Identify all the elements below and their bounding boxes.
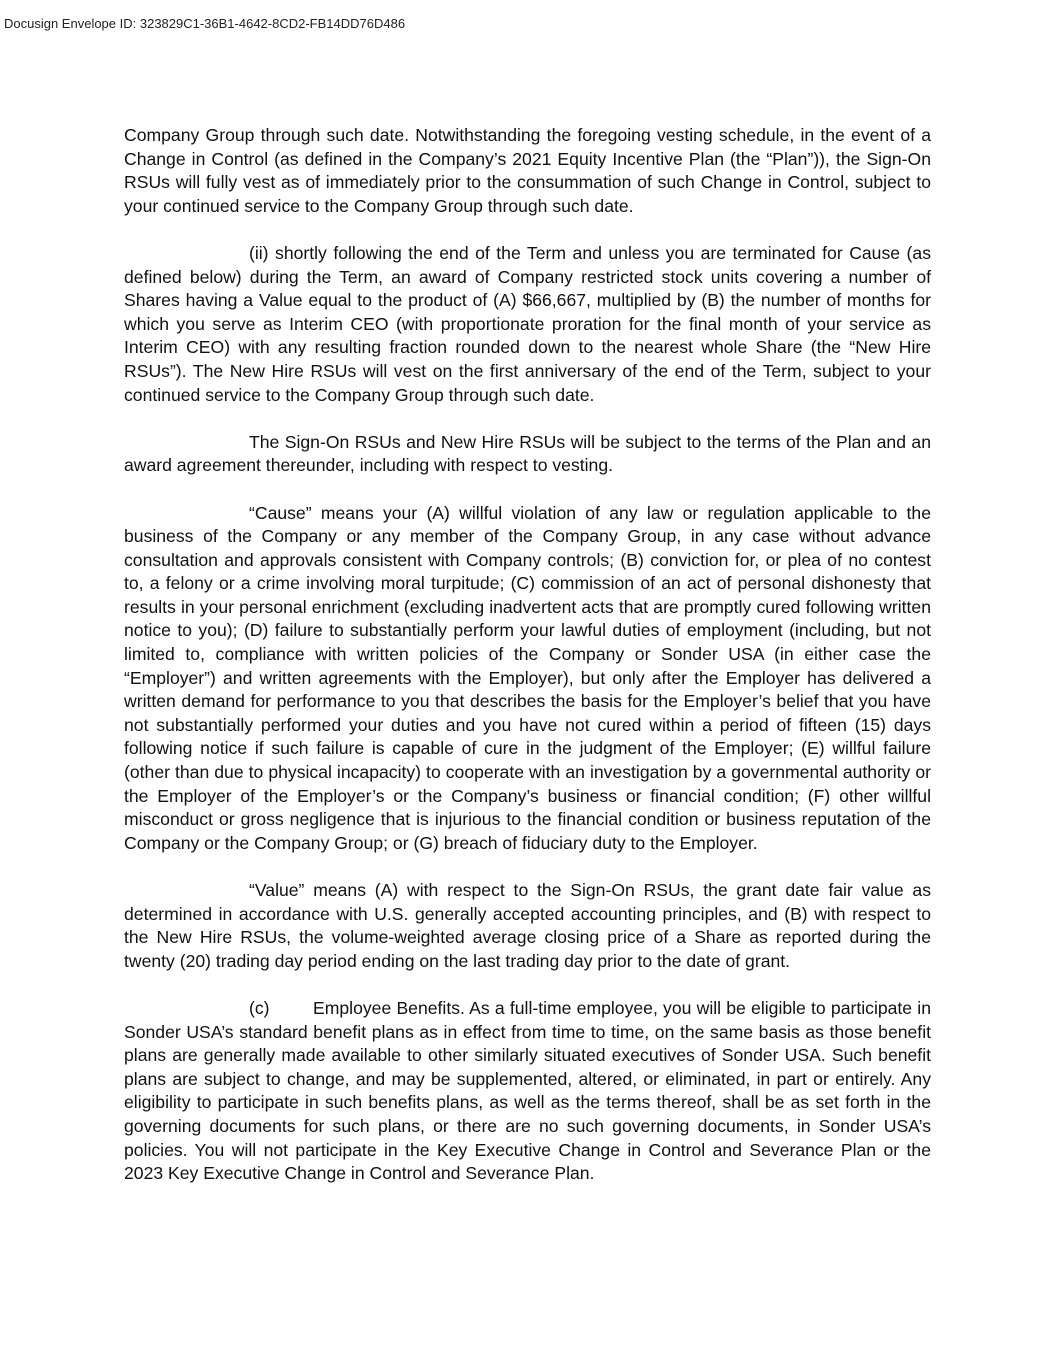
paragraph-employee-benefits: [124, 997, 931, 1186]
docusign-envelope-id: Docusign Envelope ID: 323829C1-36B1-4642-8CD2-FB14DD76D486: [4, 16, 406, 31]
paragraph-vesting-continuation: Company Group through such date. Notwithstanding the foregoing vesting schedule, in the event of a Change in Control (as defined in the Company’s 2021 Equity Incentive Plan (the “Plan”)), the Sign-On RSUs will fully vest as of immediately prior to the consummation of such Change in Control, subject to your continued service to the Company Group through such date.: [124, 125, 931, 216]
paragraph-new-hire-rsus: (ii) shortly following the end of the Term and unless you are terminated for Cause (as defined below) during the Term, an award of Company restricted stock units covering a number of Shares having a Value equal to the product of (A) $66,667, multiplied by (B) the number of months for which you serve as Interim CEO (with proportionate proration for the final month of your service as Interim CEO) with any resulting fraction rounded down to the nearest whole Share (the “New Hire RSUs”). The New Hire RSUs will vest on the first anniversary of the end of the Term, subject to your continued service to the Company Group through such date.: [124, 242, 931, 405]
paragraph-value-definition: “Value” means (A) with respect to the Sign-On RSUs, the grant date fair value as determined in accordance with U.S. generally accepted accounting principles, and (B) with respect to the New Hire RSUs, the volume-weighted average closing price of a Share as reported during the twenty (20) trading day period ending on the last trading day prior to the date of grant.: [124, 880, 931, 971]
paragraph-cause-definition: “Cause” means your (A) willful violation of any law or regulation applicable to the business of the Company or any member of the Company Group, in any case without advance consultation and approvals consistent with Company controls; (B) conviction for, or plea of no contest to, a felony or a crime involving moral turpitude; (C) commission of an act of personal dishonesty that results in your personal enrichment (excluding inadvertent acts that are promptly cured following written notice to you); (D) failure to substantially perform your lawful duties of employment (including, but not limited to, compliance with written policies of the Company or Sonder USA (in either case the “Employer”) and written agreements with the Employer), but only after the Employer has delivered a written demand for performance to you that describes the basis for the Employer’s belief that you have not substantially performed your duties and you have not cured within a period of fifteen (15) days following notice if such failure is capable of cure in the judgment of the Employer; (E) willful failure (other than due to physical incapacity) to cooperate with an investigation by a governmental authority or the Employer of the Employer’s or the Company’s business or financial condition; (F) other willful misconduct or gross negligence that is injurious to the financial condition or business reputation of the Company or the Company Group; or (G) breach of fiduciary duty to the Employer.: [124, 502, 931, 853]
paragraph-rsu-terms: The Sign-On RSUs and New Hire RSUs will be subject to the terms of the Plan and an award agreement thereunder, including with respect to vesting.: [124, 431, 931, 476]
benefits-text: Employee Benefits. As a full-time employee, you will be eligible to participate in Sonder USA’s standard benefit plans as in effect from time to time, on the same basis as those benefit plans are generally made available to other similarly situated executives of Sonder USA. Such benefit plans are subject to change, and may be supplemented, altered, or eliminated, in part or entirely. Any eligibility to participate in such benefits plans, as well as the terms thereof, shall be as set forth in the governing documents for such plans, or there are no such governing documents, in Sonder USA’s policies. You will not participate in the Key Executive Change in Control and Severance Plan or the 2023 Key Executive Change in Control and Severance Plan.: [124, 997, 931, 1184]
section-number: (c): [249, 997, 270, 1018]
document-body: [124, 124, 931, 1209]
